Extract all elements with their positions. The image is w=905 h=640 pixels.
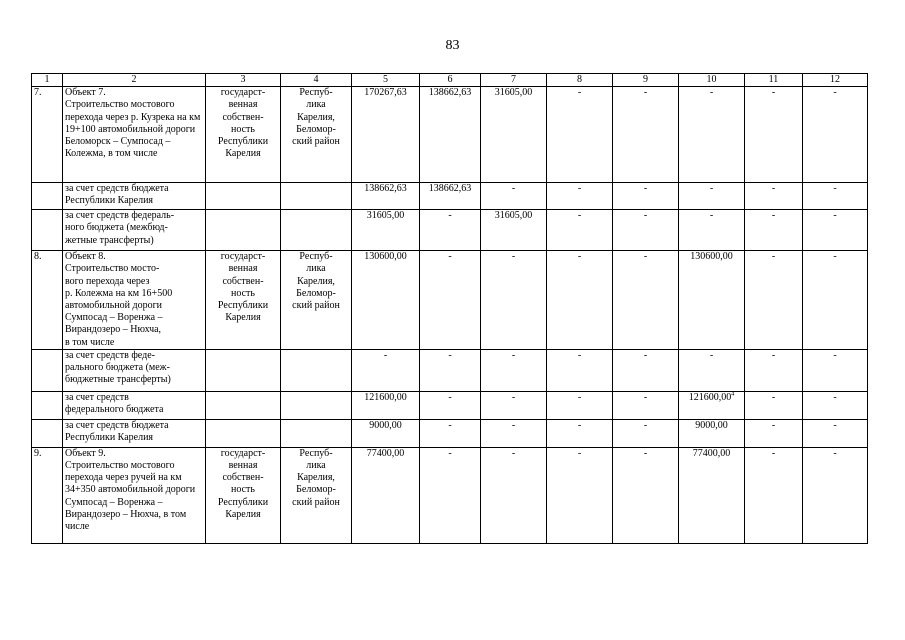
ownership-cell (206, 419, 281, 447)
ownership-cell (206, 183, 281, 210)
ownership-cell: государст- венная собствен- ность Республики Карелия (206, 87, 281, 183)
col9-cell: - (613, 87, 679, 183)
column-number: 11 (745, 74, 803, 87)
col7-cell: - (481, 419, 547, 447)
col6-cell: - (420, 210, 481, 251)
column-number: 7 (481, 74, 547, 87)
column-number: 8 (547, 74, 613, 87)
col9-cell: - (613, 447, 679, 543)
col11-cell: - (745, 183, 803, 210)
table-row (32, 87, 868, 183)
col11-cell: - (745, 447, 803, 543)
col11-cell: - (745, 251, 803, 350)
table-row (32, 391, 868, 419)
col10-cell: 77400,00 (679, 447, 745, 543)
object-name-cell: за счет средств феде- рального бюджета (меж- бюджетные трансферты) (63, 349, 206, 391)
col8-cell: - (547, 183, 613, 210)
column-number: 6 (420, 74, 481, 87)
col9-cell: - (613, 183, 679, 210)
column-number: 5 (352, 74, 420, 87)
ownership-cell (206, 391, 281, 419)
col8-cell: - (547, 419, 613, 447)
col5-cell: 170267,63 (352, 87, 420, 183)
row-number-cell (32, 210, 63, 251)
object-name-cell: Объект 9. Строительство мостового перехода через ручей на км 34+350 автомобильной дороги Сумпосад – Воренжа – Вирандозеро – Нюхча, в том числе (63, 447, 206, 543)
col7-cell: - (481, 251, 547, 350)
footnote-marker: 4 (731, 391, 735, 398)
col9-cell: - (613, 251, 679, 350)
object-name-cell: Объект 7. Строительство мостового перехода через р. Кузрека на км 19+100 автомобильной дороги Беломорск – Сумпосад – Колежма, в том числе (63, 87, 206, 183)
col5-cell: 9000,00 (352, 419, 420, 447)
col7-cell: 31605,00 (481, 87, 547, 183)
col10-cell: - (679, 210, 745, 251)
location-cell (281, 183, 352, 210)
row-number-cell (32, 419, 63, 447)
table-row (32, 419, 868, 447)
column-number: 12 (803, 74, 868, 87)
col7-cell: - (481, 391, 547, 419)
row-number-cell (32, 183, 63, 210)
col12-cell: - (803, 251, 868, 350)
col11-cell: - (745, 349, 803, 391)
col6-cell: - (420, 447, 481, 543)
object-name-cell: за счет средств бюджета Республики Карелия (63, 419, 206, 447)
col6-cell: - (420, 349, 481, 391)
ownership-cell (206, 349, 281, 391)
col9-cell: - (613, 419, 679, 447)
col5-cell: 138662,63 (352, 183, 420, 210)
col6-cell: 138662,63 (420, 87, 481, 183)
object-name-cell: за счет средств федераль- ного бюджета (межбюд- жетные трансферты) (63, 210, 206, 251)
col12-cell: - (803, 391, 868, 419)
location-cell (281, 419, 352, 447)
col9-cell: - (613, 391, 679, 419)
page-number: 83 (445, 38, 460, 53)
col5-cell: 130600,00 (352, 251, 420, 350)
col10-cell: - (679, 349, 745, 391)
col8-cell: - (547, 349, 613, 391)
column-number: 10 (679, 74, 745, 87)
col8-cell: - (547, 447, 613, 543)
col8-cell: - (547, 391, 613, 419)
col6-cell: - (420, 251, 481, 350)
col10-cell: - (679, 183, 745, 210)
col8-cell: - (547, 251, 613, 350)
col11-cell: - (745, 87, 803, 183)
col12-cell: - (803, 87, 868, 183)
col6-cell: 138662,63 (420, 183, 481, 210)
column-number: 3 (206, 74, 281, 87)
col12-cell: - (803, 210, 868, 251)
table-row (32, 447, 868, 543)
col12-cell: - (803, 349, 868, 391)
ownership-cell (206, 210, 281, 251)
location-cell (281, 349, 352, 391)
row-number-cell: 9. (32, 447, 63, 543)
object-name-cell: Объект 8. Строительство мосто- вого перехода через р. Колежма на км 16+500 автомобильной дороги Сумпосад – Воренжа – Вирандозеро – Нюхча, в том числе (63, 251, 206, 350)
table-row (32, 251, 868, 350)
col10-cell: - (679, 87, 745, 183)
col7-cell: - (481, 183, 547, 210)
col10-cell: 121600,00$^4$ (679, 391, 745, 419)
col12-cell: - (803, 183, 868, 210)
col11-cell: - (745, 419, 803, 447)
column-number: 2 (63, 74, 206, 87)
table-row (32, 183, 868, 210)
col11-cell: - (745, 391, 803, 419)
col5-cell: - (352, 349, 420, 391)
column-number: 1 (32, 74, 63, 87)
location-cell: Респуб- лика Карелия, Беломор- ский район (281, 447, 352, 543)
col5-cell: 77400,00 (352, 447, 420, 543)
location-cell: Респуб- лика Карелия, Беломор- ский район (281, 251, 352, 350)
column-number: 4 (281, 74, 352, 87)
col6-cell: - (420, 419, 481, 447)
col6-cell: - (420, 391, 481, 419)
col7-cell: - (481, 447, 547, 543)
row-number-cell (32, 391, 63, 419)
table-row (32, 210, 868, 251)
investment-table (31, 73, 868, 544)
col5-cell: 121600,00 (352, 391, 420, 419)
col8-cell: - (547, 87, 613, 183)
column-number-row (32, 74, 868, 87)
col7-cell: 31605,00 (481, 210, 547, 251)
col12-cell: - (803, 447, 868, 543)
location-cell (281, 391, 352, 419)
object-name-cell: за счет средств бюджета Республики Карелия (63, 183, 206, 210)
col11-cell: - (745, 210, 803, 251)
location-cell: Респуб- лика Карелия, Беломор- ский район (281, 87, 352, 183)
col5-cell: 31605,00 (352, 210, 420, 251)
col9-cell: - (613, 210, 679, 251)
table-row (32, 349, 868, 391)
col10-cell: 9000,00 (679, 419, 745, 447)
col8-cell: - (547, 210, 613, 251)
col7-cell: - (481, 349, 547, 391)
location-cell (281, 210, 352, 251)
object-name-cell: за счет средств федерального бюджета (63, 391, 206, 419)
row-number-cell (32, 349, 63, 391)
row-number-cell: 7. (32, 87, 63, 183)
ownership-cell: государст- венная собствен- ность Республики Карелия (206, 447, 281, 543)
col10-cell: 130600,00 (679, 251, 745, 350)
row-number-cell: 8. (32, 251, 63, 350)
col9-cell: - (613, 349, 679, 391)
column-number: 9 (613, 74, 679, 87)
ownership-cell: государст- венная собствен- ность Республики Карелия (206, 251, 281, 350)
col12-cell: - (803, 419, 868, 447)
